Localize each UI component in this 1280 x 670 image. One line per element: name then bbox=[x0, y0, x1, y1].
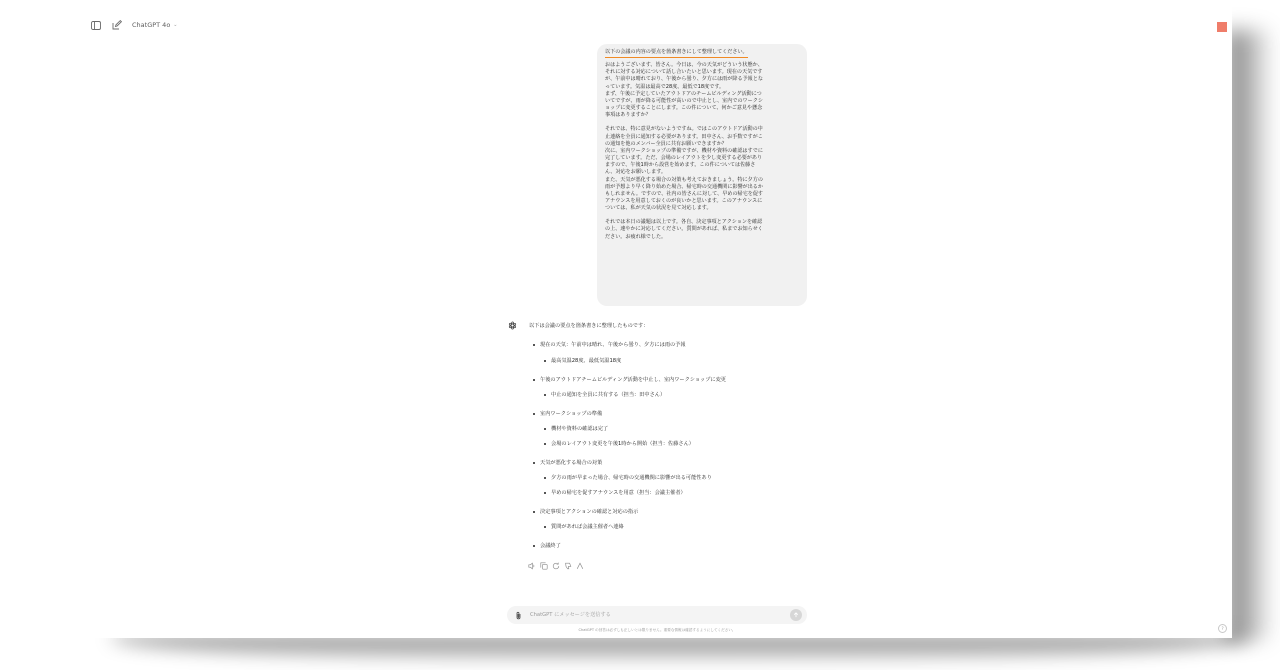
disclaimer-text: ChatGPT の回答は必ずしも正しいとは限りません。重要な情報は確認するようにしてください。 bbox=[578, 628, 736, 632]
new-chat-icon[interactable] bbox=[111, 19, 123, 31]
list-item: 室内ワークショップの準備 bbox=[533, 410, 602, 417]
user-message-paragraph: それでは本日の議題は以上です。各自、決定事項とアクションを確認 の上、速やかに対応してください。質問があれば、私までお知らせく ださい。お疲れ様でした。 bbox=[605, 219, 763, 240]
copy-icon[interactable] bbox=[540, 562, 548, 570]
model-selector[interactable] bbox=[132, 21, 178, 29]
assistant-intro: 以下は会議の要点を箇条書きに整理したものです： bbox=[529, 323, 649, 329]
message-composer bbox=[507, 606, 807, 624]
window-shadow-right bbox=[1226, 30, 1270, 640]
list-item: 天気が悪化する場合の対策 bbox=[533, 459, 602, 466]
list-item: 現在の天気：午前中は晴れ、午後から曇り、夕方には雨の予報 bbox=[533, 341, 686, 348]
regenerate-icon[interactable] bbox=[552, 562, 560, 570]
list-item: 最高気温28度、最低気温18度 bbox=[544, 357, 621, 364]
corner-action-button[interactable] bbox=[1217, 22, 1227, 32]
model-name-label: ChatGPT 4o bbox=[132, 21, 171, 29]
list-item: 中止の通知を全員に共有する（担当：田中さん） bbox=[544, 391, 665, 398]
send-button[interactable] bbox=[790, 609, 802, 621]
user-message-first-line: 以下の会議の内容の要点を箇条書きにして整理してください。 bbox=[605, 49, 748, 58]
message-actions bbox=[528, 562, 584, 570]
send-arrow-icon bbox=[793, 612, 799, 618]
list-item: 会場のレイアウト変更を午後1時から開始（担当：佐藤さん） bbox=[544, 440, 694, 447]
list-item: 会議終了 bbox=[533, 542, 561, 549]
list-item: 早めの帰宅を促すアナウンスを用意（担当：会議主催者） bbox=[544, 489, 686, 496]
attach-icon[interactable] bbox=[512, 609, 524, 621]
speaker-icon[interactable] bbox=[528, 562, 536, 570]
list-item: 決定事項とアクションの確認と対応の指示 bbox=[533, 508, 638, 515]
user-message-bubble bbox=[597, 44, 807, 306]
list-item: 夕方の雨が早まった場合、帰宅時の交通機関に影響が出る可能性あり bbox=[544, 474, 712, 481]
help-button[interactable]: ? bbox=[1218, 624, 1227, 633]
message-input[interactable] bbox=[528, 611, 790, 619]
user-message-paragraph: おはようございます、皆さん。今日は、今の天気がどういう状態か、 それに対する対応について話し合いたいと思います。現在の天気です が、午前中は晴れており、午後から曇り、夕方には雨が降る予報とな っています。気温は最高で28度、最低で18度です。 まず、午後に予定していたアウトドアのチームビルディング活動につ いてですが、雨が降る可能性が高いので中止とし、室内でのワークシ ョップに変更することにします。この件について、何かご意見や懸念 事項はありますか？ bbox=[605, 62, 763, 119]
openai-logo-icon bbox=[508, 321, 518, 331]
sidebar-toggle-icon[interactable] bbox=[90, 19, 102, 31]
top-bar bbox=[90, 18, 178, 32]
model-switch-icon[interactable] bbox=[576, 562, 584, 570]
thumbs-down-icon[interactable] bbox=[564, 562, 572, 570]
chevron-down-icon: ⌄ bbox=[173, 22, 178, 28]
list-item: 質問があれば会議主催者へ連絡 bbox=[544, 523, 624, 530]
list-item: 機材や資料の確認は完了 bbox=[544, 425, 608, 432]
user-message-paragraph: それでは、特に意見がないようですね。ではこのアウトドア活動の中 止連絡を全員に通知する必要があります。田中さん、お手数ですがこ の通知を他のメンバー全員に共有お願いできますか？ 次に、室内ワークショップの準備ですが、機材や資料の確認はすでに 完了しています。ただ、会場のレイアウトを少し変更する必要があり ますので、午後1時から設営を始めます。この件については佐藤さ ん、対応をお願いします。 また、天気が悪化する場合の対策も考えておきましょう。特に夕方の 雨が予想より早く降り始めた場合、帰宅時の交通機関に影響が出るか もしれません。ですので、社内の皆さんに対して、早めの帰宅を促す アナウンスを用意しておくのが良いかと思います。このアナウンスに ついては、私が天気の状況を見て対応します。 bbox=[605, 126, 764, 212]
list-item: 午後のアウトドアチームビルディング活動を中止し、室内ワークショップに変更 bbox=[533, 376, 726, 383]
window-shadow-bottom bbox=[110, 636, 1250, 662]
